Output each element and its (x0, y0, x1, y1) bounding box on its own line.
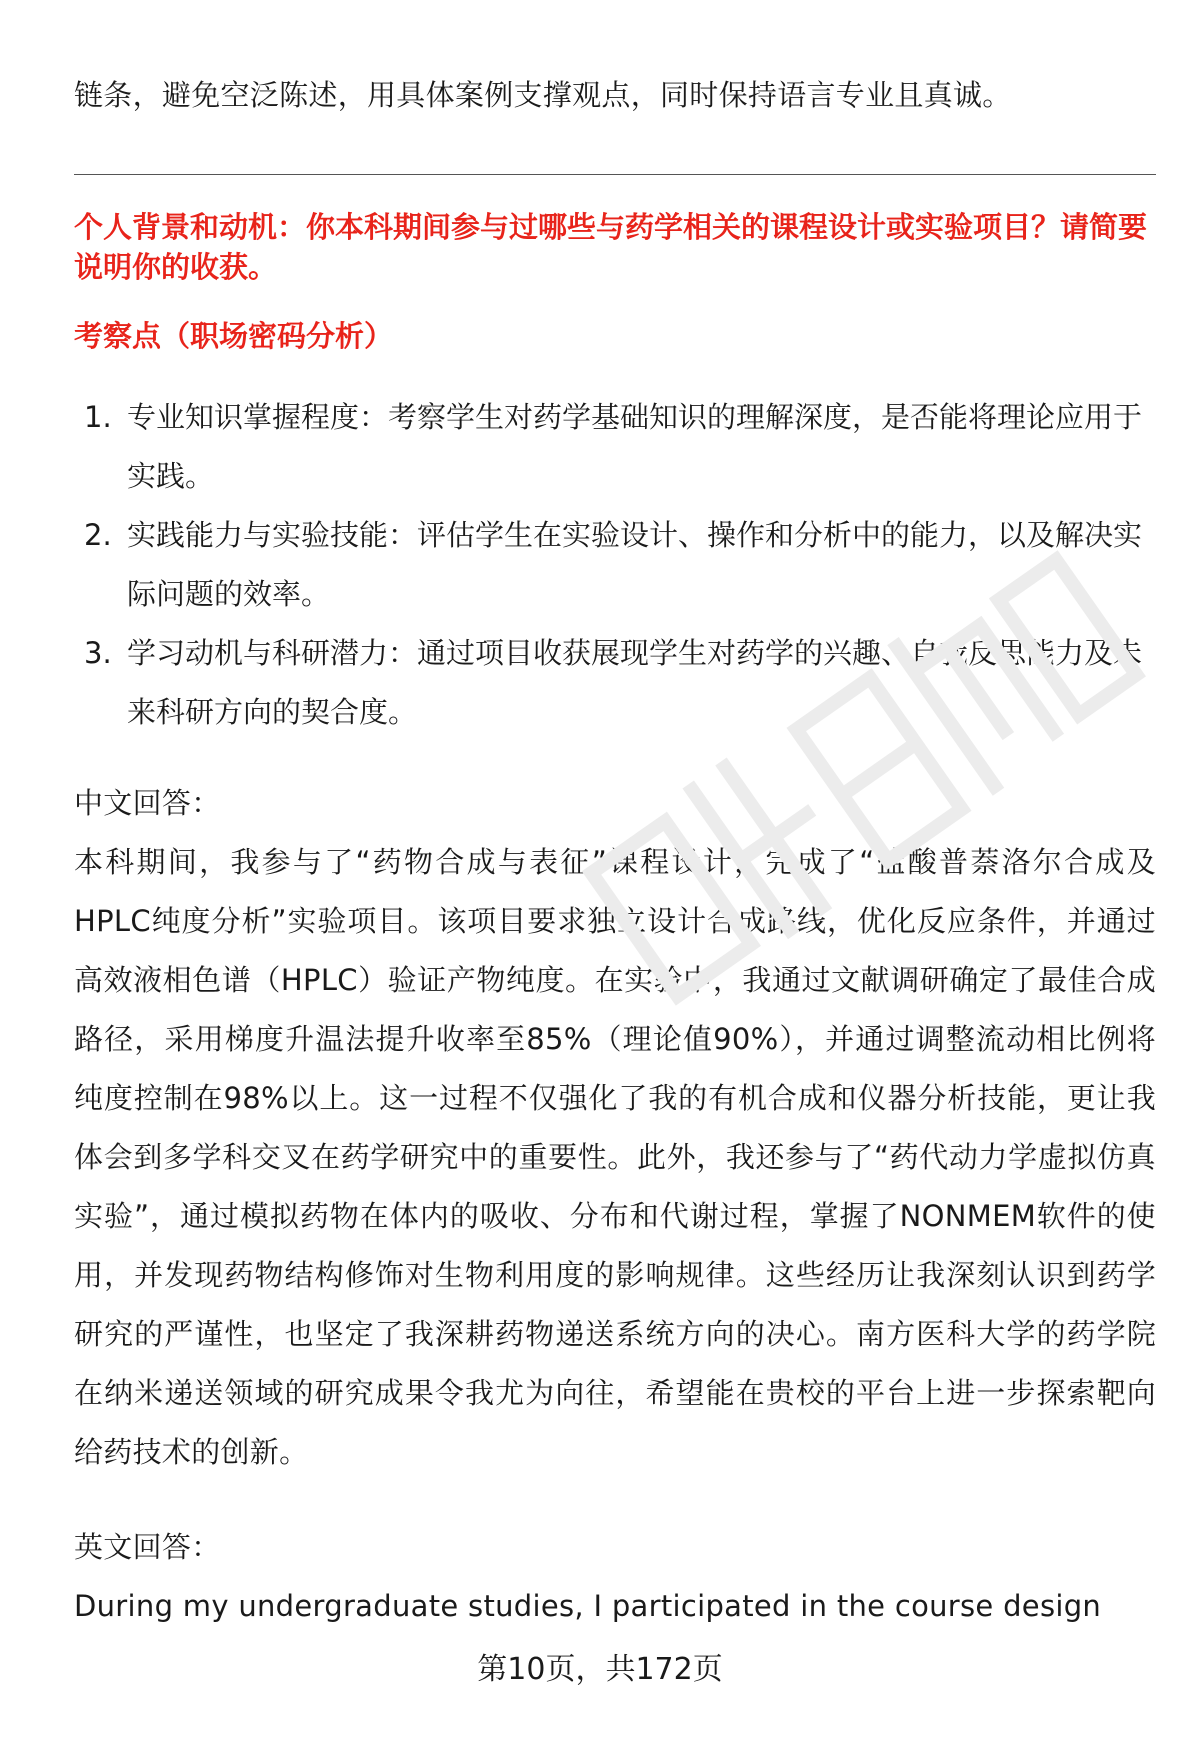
assessment-point (74, 506, 1156, 624)
chinese-answer-label: 中文回答： (74, 786, 221, 820)
intro-paragraph-tail: 链条，避免空泛陈述，用具体案例支撑观点，同时保持语言专业且真诚。 (74, 78, 1012, 112)
english-answer-text: During my undergraduate studies, I participated in the course design (74, 1589, 1102, 1623)
assessment-point-text: 实践能力与实验技能：评估学生在实验设计、操作和分析中的能力，以及解决实际问题的效率。 (127, 518, 1143, 611)
assessment-points-title: 考察点（职场密码分析） (74, 319, 394, 353)
assessment-point-text: 学习动机与科研潜力：通过项目收获展现学生对药学的兴趣、自我反思能力及未来科研方向的契合度。 (127, 636, 1143, 729)
list-number: 3. (84, 636, 112, 670)
assessment-point (74, 388, 1156, 506)
assessment-point (74, 624, 1156, 742)
interview-question: 个人背景和动机：你本科期间参与过哪些与药学相关的课程设计或实验项目？请简要说明你的收获。 (74, 210, 1148, 284)
page-footer: 第10页，共172页 (477, 1652, 723, 1687)
assessment-point-text: 专业知识掌握程度：考察学生对药学基础知识的理解深度，是否能将理论应用于实践。 (127, 400, 1143, 493)
section-divider (74, 174, 1156, 175)
english-answer-label: 英文回答： (74, 1530, 221, 1564)
assessment-points-list (74, 388, 1156, 742)
list-number: 1. (84, 400, 112, 434)
chinese-answer-text: 本科期间，我参与了“药物合成与表征”课程设计，完成了“盐酸普萘洛尔合成及HPLC纯度分析”实验项目。该项目要求独立设计合成路线，优化反应条件，并通过高效液相色谱（HPLC）验证产物纯度。在实验中，我通过文献调研确定了最佳合成路径，采用梯度升温法提升收率至85%（理论值90%），并通过调整流动相比例将纯度控制在98%以上。这一过程不仅强化了我的有机合成和仪器分析技能，更让我体会到多学科交叉在药学研究中的重要性。此外，我还参与了“药代动力学虚拟仿真实验”，通过模拟药物在体内的吸收、分布和代谢过程，掌握了NONMEM软件的使用，并发现药物结构修饰对生物利用度的影响规律。这些经历让我深刻认识到药学研究的严谨性，也坚定了我深耕药物递送系统方向的决心。南方医科大学的药学院在纳米递送领域的研究成果令我尤为向往，希望能在贵校的平台上进一步探索靶向给药技术的创新。 (74, 845, 1156, 1469)
list-number: 2. (84, 518, 112, 552)
